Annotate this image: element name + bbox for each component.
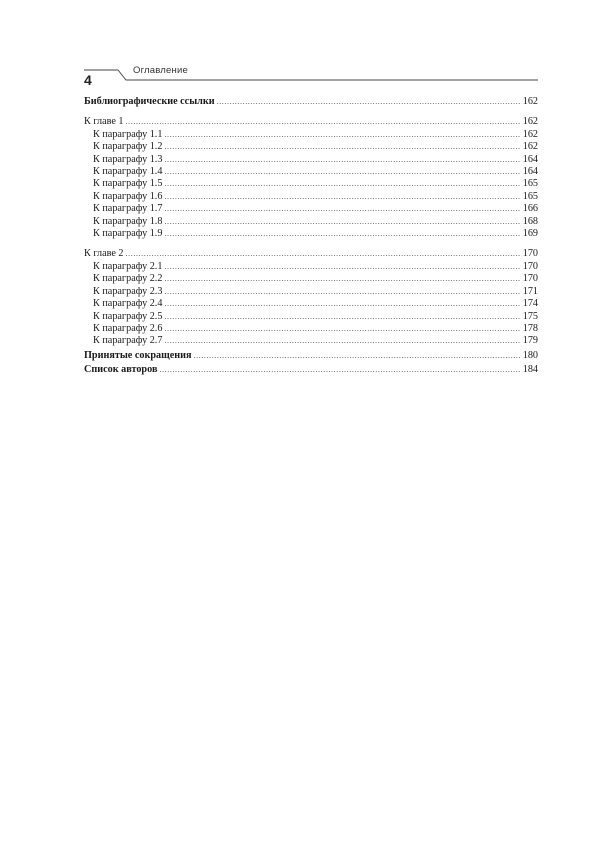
toc-entry[interactable] bbox=[84, 248, 538, 260]
dot-leader bbox=[159, 364, 520, 376]
toc-entry-page: 169 bbox=[522, 228, 538, 240]
toc-entry[interactable] bbox=[84, 286, 538, 298]
toc-entry-label: К параграфу 2.2 bbox=[93, 273, 163, 285]
toc-entry-page: 180 bbox=[522, 349, 538, 361]
toc-entry-label: К параграфу 2.7 bbox=[93, 335, 163, 347]
dot-leader bbox=[164, 178, 520, 190]
dot-leader bbox=[164, 298, 520, 310]
toc-entry-label: К параграфу 2.5 bbox=[93, 310, 163, 322]
toc-entry-page: 170 bbox=[522, 248, 538, 260]
toc-entry-label: К главе 1 bbox=[84, 116, 124, 128]
running-header bbox=[0, 0, 600, 100]
toc-entry-label: К параграфу 1.6 bbox=[93, 190, 163, 202]
toc-entry[interactable] bbox=[84, 166, 538, 178]
toc-entry-label: К параграфу 1.5 bbox=[93, 178, 163, 190]
toc-entry-page: 171 bbox=[522, 285, 538, 297]
toc-entry-label: Список авторов bbox=[84, 364, 158, 376]
dot-leader bbox=[164, 335, 520, 347]
toc-entry-page: 165 bbox=[522, 190, 538, 202]
dot-leader bbox=[164, 166, 520, 178]
dot-leader bbox=[164, 216, 520, 228]
toc-entry[interactable] bbox=[84, 335, 538, 347]
toc-entry-page: 162 bbox=[522, 96, 538, 107]
toc-entry-page: 168 bbox=[522, 215, 538, 227]
toc-entry[interactable] bbox=[84, 96, 538, 108]
toc-entry[interactable] bbox=[84, 203, 538, 215]
toc-entry-page: 174 bbox=[522, 298, 538, 310]
toc-entry-label: К параграфу 1.7 bbox=[93, 203, 163, 215]
toc-entry-page: 165 bbox=[522, 178, 538, 190]
toc-entry-label: К главе 2 bbox=[84, 248, 124, 260]
toc-entry-label: К параграфу 1.3 bbox=[93, 153, 163, 165]
toc-entry-label: К параграфу 1.4 bbox=[93, 166, 163, 178]
dot-leader bbox=[164, 261, 520, 273]
dot-leader bbox=[126, 248, 521, 260]
toc-entry-page: 175 bbox=[522, 310, 538, 322]
dot-leader bbox=[164, 286, 520, 298]
dot-leader bbox=[164, 154, 520, 166]
toc-entry-label: Принятые сокращения bbox=[84, 349, 192, 361]
toc-entry[interactable] bbox=[84, 261, 538, 273]
dot-leader bbox=[164, 129, 520, 141]
toc-entry-label: К параграфу 2.1 bbox=[93, 260, 163, 272]
toc-entry-label: К параграфу 2.3 bbox=[93, 285, 163, 297]
running-title: Оглавление bbox=[133, 65, 188, 76]
dot-leader bbox=[164, 311, 520, 323]
toc-entry-label: К параграфу 1.9 bbox=[93, 228, 163, 240]
dot-leader bbox=[164, 141, 520, 153]
toc-entry-label: К параграфу 2.4 bbox=[93, 298, 163, 310]
toc-entry[interactable] bbox=[84, 228, 538, 240]
toc-entry-page: 170 bbox=[522, 273, 538, 285]
toc-entry-page: 166 bbox=[522, 203, 538, 215]
toc-entry-page: 179 bbox=[522, 335, 538, 347]
toc-entry[interactable] bbox=[84, 298, 538, 310]
toc-entry-page: 162 bbox=[522, 128, 538, 140]
toc-entry[interactable] bbox=[84, 273, 538, 285]
toc-entry-label: Библиографические ссылки bbox=[84, 96, 215, 107]
toc-entry-page: 184 bbox=[522, 364, 538, 376]
toc-entry[interactable] bbox=[84, 350, 538, 362]
toc-entry[interactable] bbox=[84, 311, 538, 323]
toc-entry-page: 178 bbox=[522, 322, 538, 334]
dot-leader bbox=[164, 273, 520, 285]
dot-leader bbox=[126, 116, 521, 128]
dot-leader bbox=[164, 203, 520, 215]
dot-leader bbox=[164, 191, 520, 203]
toc-entry-label: К параграфу 2.6 bbox=[93, 322, 163, 334]
toc-entry[interactable] bbox=[84, 216, 538, 228]
toc-entry[interactable] bbox=[84, 191, 538, 203]
toc-entry[interactable] bbox=[84, 116, 538, 128]
page-number: 4 bbox=[84, 72, 92, 88]
toc-entry-label: К параграфу 1.2 bbox=[93, 141, 163, 153]
toc-entry[interactable] bbox=[84, 364, 538, 376]
dot-leader bbox=[164, 323, 520, 335]
toc-entry-label: К параграфу 1.1 bbox=[93, 128, 163, 140]
dot-leader bbox=[217, 96, 521, 108]
toc-entry-page: 164 bbox=[522, 166, 538, 178]
toc-entry-label: К параграфу 1.8 bbox=[93, 215, 163, 227]
toc-entry-page: 170 bbox=[522, 260, 538, 272]
toc-entry[interactable] bbox=[84, 178, 538, 190]
toc-entry-page: 164 bbox=[522, 153, 538, 165]
toc-entry-page: 162 bbox=[522, 116, 538, 128]
table-of-contents bbox=[84, 96, 538, 377]
toc-entry[interactable] bbox=[84, 129, 538, 141]
toc-entry[interactable] bbox=[84, 141, 538, 153]
toc-entry-page: 162 bbox=[522, 141, 538, 153]
toc-entry[interactable] bbox=[84, 154, 538, 166]
dot-leader bbox=[164, 228, 520, 240]
dot-leader bbox=[194, 350, 521, 362]
toc-entry[interactable] bbox=[84, 323, 538, 335]
